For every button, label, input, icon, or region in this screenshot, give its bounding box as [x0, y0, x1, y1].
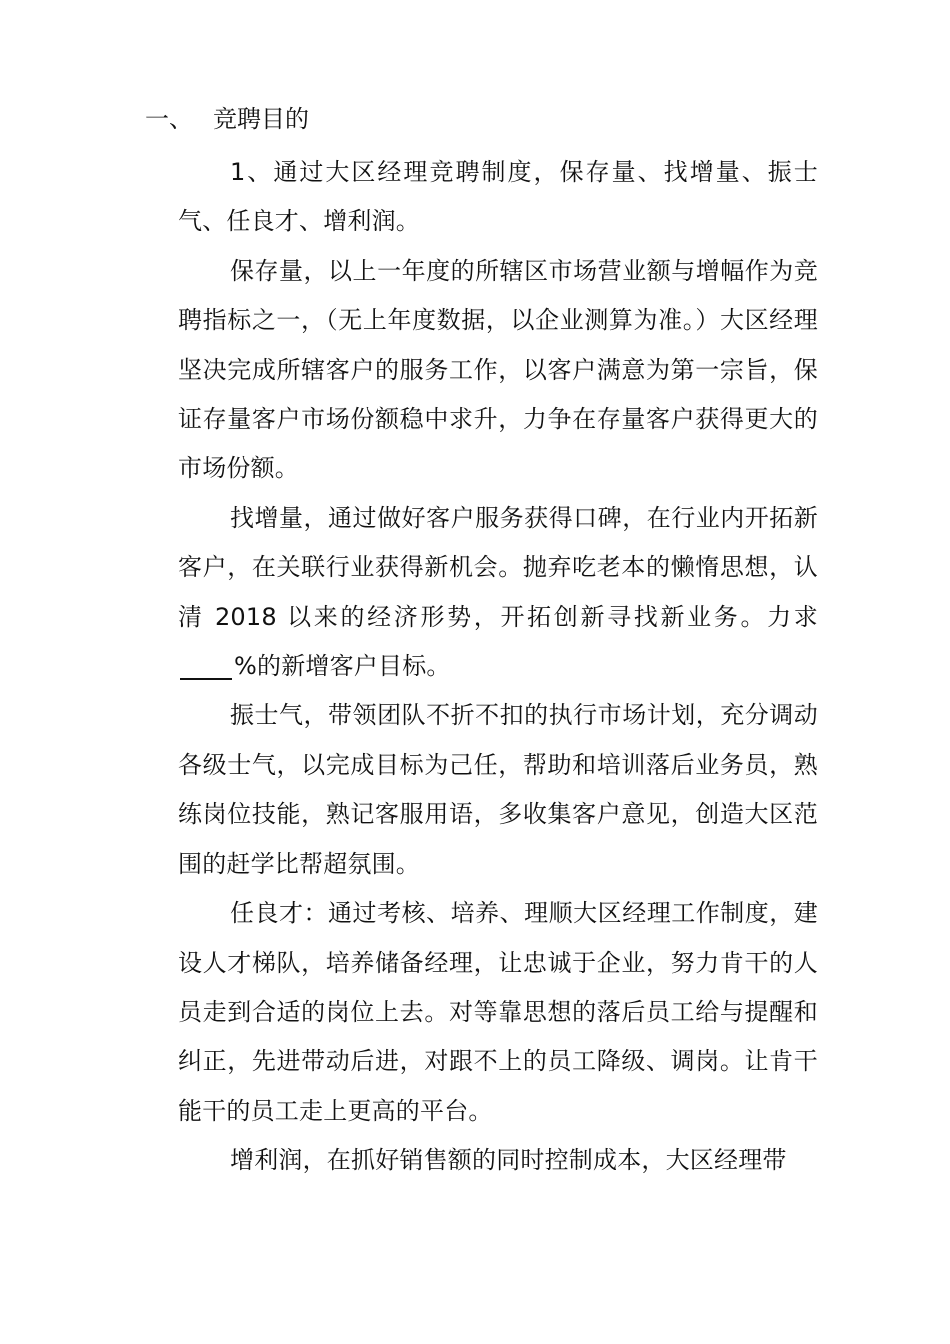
fill-in-blank — [180, 652, 232, 680]
paragraph-boost-morale: 振士气，带领团队不折不扣的执行市场计划，充分调动各级士气，以完成目标为己任，帮助和培训落后业务员，熟练岗位技能，熟记客服用语，多收集客户意见，创造大区范围的赶学比帮超氛围。 — [178, 701, 818, 878]
document-body — [178, 148, 818, 1186]
paragraph-increase-profit: 增利润，在抓好销售额的同时控制成本，大区经理带 — [230, 1146, 787, 1175]
paragraph-find-increment-text: 找增量，通过做好客户服务获得口碑，在行业内开拓新客户，在关联行业获得新机会。抛弃吃老本的懒惰思想，认清 2018 以来的经济形势，开拓创新寻找新业务。力求 — [178, 503, 818, 631]
paragraph-goals: 1、通过大区经理竞聘制度，保存量、找增量、振士气、任良才、增利润。 — [178, 158, 818, 236]
paragraph-find-increment-tail: %的新增客户目标。 — [234, 652, 451, 681]
paragraph-retain-stock: 保存量，以上一年度的所辖区市场营业额与增幅作为竞聘指标之一，（无上年度数据，以企业测算为准。）大区经理坚决完成所辖客户的服务工作，以客户满意为第一宗旨，保证存量客户市场份额稳中求升，力争在存量客户获得更大的市场份额。 — [178, 256, 818, 483]
paragraph-find-increment — [178, 494, 818, 692]
section-title: 竞聘目的 — [213, 105, 309, 133]
section-heading — [145, 101, 309, 137]
paragraph-appoint-talent: 任良才：通过考核、培养、理顺大区经理工作制度，建设人才梯队，培养储备经理，让忠诚于企业，努力肯干的人员走到合适的岗位上去。对等靠思想的落后员工给与提醒和纠正，先进带动后进，对跟不上的员工降级、调岗。让肯干能干的员工走上更高的平台。 — [178, 899, 818, 1125]
section-number: 一、 — [145, 105, 193, 133]
